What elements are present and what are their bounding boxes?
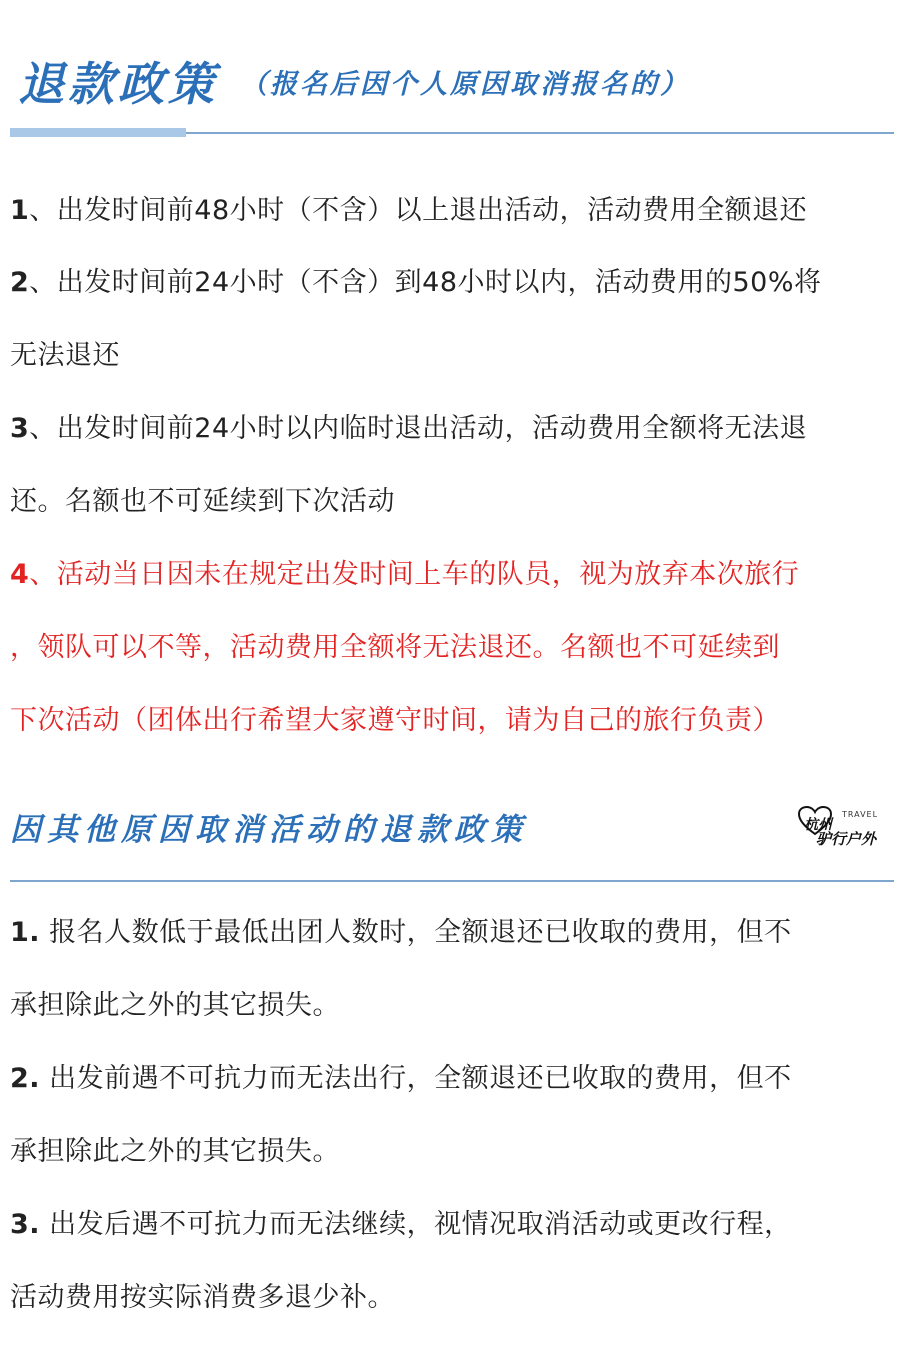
page-title: 退款政策 bbox=[18, 57, 218, 111]
brand-logo bbox=[798, 806, 878, 848]
item-text: 、出发时间前24小时以内临时退出活动，活动费用全额将无法退 bbox=[29, 413, 808, 444]
item-number: 4 bbox=[10, 559, 30, 590]
item-text-continued: 下次活动（团体出行希望大家遵守时间，请为自己的旅行负责） bbox=[10, 705, 780, 736]
title-underline bbox=[186, 132, 894, 134]
item-number: 2 bbox=[10, 267, 30, 298]
page-subtitle: （报名后因个人原因取消报名的） bbox=[240, 69, 690, 100]
policy-item-2 bbox=[10, 246, 892, 392]
item-text: 、出发时间前48小时（不含）以上退出活动，活动费用全额退还 bbox=[29, 195, 808, 226]
policy-item-1 bbox=[10, 174, 892, 247]
policy-item-4-highlight bbox=[10, 538, 892, 757]
item-number: 1. bbox=[10, 917, 41, 948]
item-number: 3. bbox=[10, 1209, 41, 1240]
title-underline-accent bbox=[10, 128, 186, 137]
item-number: 2. bbox=[10, 1063, 41, 1094]
item-text: 出发后遇不可抗力而无法继续，视情况取消活动或更改行程， bbox=[40, 1209, 792, 1240]
item-text-continued: 还。名额也不可延续到下次活动 bbox=[10, 486, 395, 517]
cancel-item-1 bbox=[10, 896, 892, 1042]
cancellation-policy-header bbox=[0, 796, 900, 886]
logo-brand-text: 驴行户外 bbox=[816, 830, 877, 848]
item-text: 、活动当日因未在规定出发时间上车的队员，视为放弃本次旅行 bbox=[29, 559, 800, 590]
item-text-continued: 承担除此之外的其它损失。 bbox=[10, 990, 340, 1021]
logo-city-text: 杭州 bbox=[804, 817, 832, 833]
logo-travel-text: TRAVEL bbox=[842, 810, 879, 819]
item-text-continued: 无法退还 bbox=[10, 340, 120, 371]
item-text-continued: 承担除此之外的其它损失。 bbox=[10, 1136, 340, 1167]
item-text-continued: ，领队可以不等，活动费用全额将无法退还。名额也不可延续到 bbox=[10, 632, 780, 663]
item-number: 1 bbox=[10, 195, 30, 226]
cancel-item-2 bbox=[10, 1042, 892, 1188]
item-text: 、出发时间前24小时（不含）到48小时以内，活动费用的50%将 bbox=[29, 267, 822, 298]
item-text: 报名人数低于最低出团人数时，全额退还已收取的费用，但不 bbox=[40, 917, 792, 948]
cancel-item-3 bbox=[10, 1188, 892, 1334]
item-text: 出发前遇不可抗力而无法出行，全额退还已收取的费用，但不 bbox=[40, 1063, 792, 1094]
item-number: 3 bbox=[10, 413, 30, 444]
section-title: 因其他原因取消活动的退款政策 bbox=[10, 812, 528, 848]
refund-policy-header bbox=[0, 40, 900, 140]
section-underline bbox=[10, 880, 894, 882]
policy-item-3 bbox=[10, 392, 892, 538]
item-text-continued: 活动费用按实际消费多退少补。 bbox=[10, 1282, 395, 1313]
